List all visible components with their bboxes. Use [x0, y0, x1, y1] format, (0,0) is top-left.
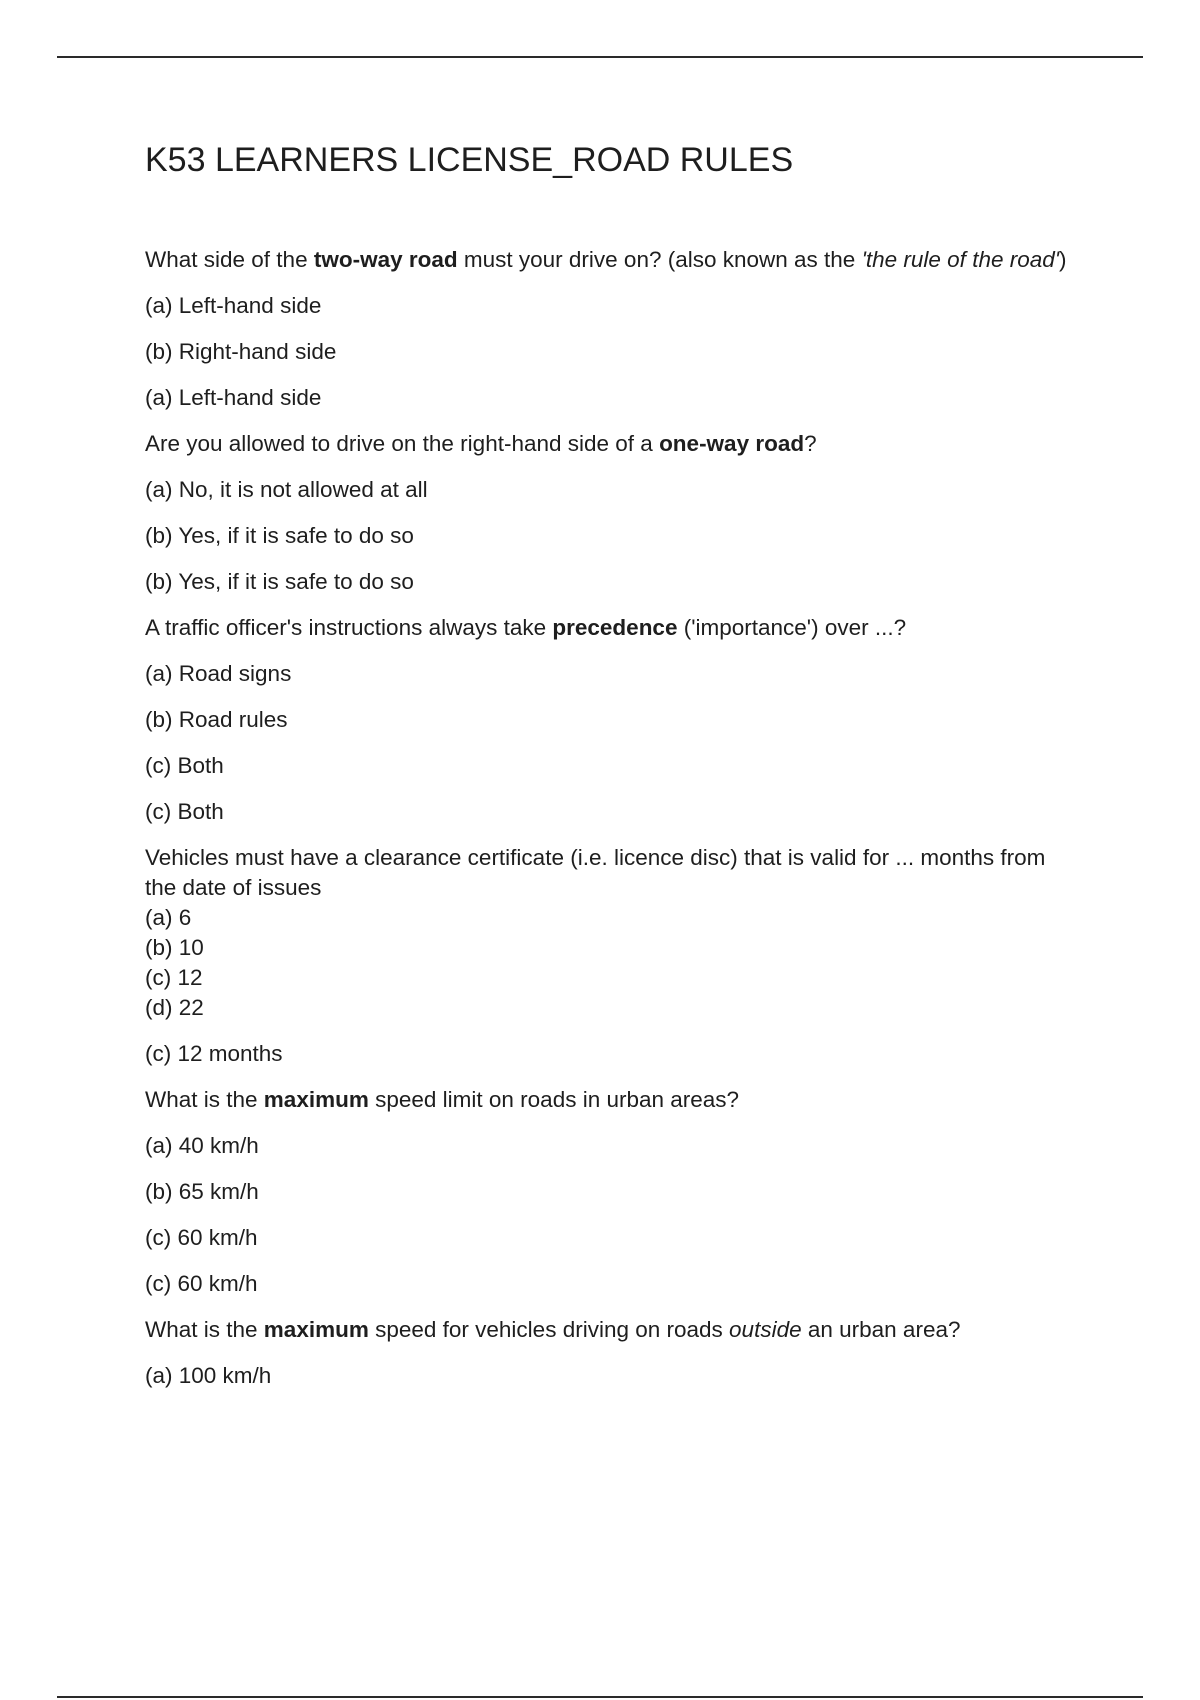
q4-answer: (c) 12 months	[145, 1040, 283, 1066]
document-title: K53 LEARNERS LICENSE_ROAD RULES	[145, 141, 794, 179]
q1-option-a: (a) Left-hand side	[145, 292, 322, 318]
document-body	[145, 140, 1075, 1407]
question-1	[145, 245, 1075, 275]
question-5-bold: maximum	[263, 1086, 369, 1112]
question-3	[145, 613, 1075, 643]
q3-option-b: (b) Road rules	[145, 706, 288, 732]
q4-option-d: (d) 22	[145, 994, 204, 1020]
q3-option-a: (a) Road signs	[145, 660, 292, 686]
q5-option-b: (b) 65 km/h	[145, 1178, 259, 1204]
bottom-rule	[57, 1696, 1143, 1698]
question-5-text-end: speed limit on roads in urban areas?	[368, 1086, 740, 1112]
question-6-italic: outside	[729, 1316, 802, 1342]
q5-option-c: (c) 60 km/h	[145, 1224, 258, 1250]
question-4: Vehicles must have a clearance certificate (i.e. licence disc) that is valid for ... months from the date of issues	[145, 844, 1046, 900]
question-6-bold: maximum	[263, 1316, 369, 1342]
question-6	[145, 1315, 1075, 1345]
q2-answer: (b) Yes, if it is safe to do so	[145, 568, 414, 594]
top-rule	[57, 56, 1143, 58]
question-1-text-mid: must your drive on? (also known as the	[457, 246, 862, 272]
q5-answer: (c) 60 km/h	[145, 1270, 258, 1296]
q6-option-a: (a) 100 km/h	[145, 1362, 272, 1388]
question-6-text-end: an urban area?	[801, 1316, 961, 1342]
question-5-text: What is the	[145, 1086, 264, 1112]
q4-option-c: (c) 12	[145, 964, 203, 990]
q1-option-b: (b) Right-hand side	[145, 338, 337, 364]
question-1-italic: 'the rule of the road'	[861, 246, 1060, 272]
q1-answer: (a) Left-hand side	[145, 384, 322, 410]
q4-option-b: (b) 10	[145, 934, 204, 960]
question-6-text: What is the	[145, 1316, 264, 1342]
question-5	[145, 1085, 1075, 1115]
question-2-text: Are you allowed to drive on the right-hand side of a	[145, 430, 660, 456]
question-2	[145, 429, 1075, 459]
q3-answer: (c) Both	[145, 798, 224, 824]
question-6-text-mid: speed for vehicles driving on roads	[368, 1316, 730, 1342]
question-3-text-end: ('importance') over ...?	[677, 614, 907, 640]
q5-option-a: (a) 40 km/h	[145, 1132, 259, 1158]
q2-option-a: (a) No, it is not allowed at all	[145, 476, 428, 502]
question-1-text-end: )	[1059, 246, 1067, 272]
q2-option-b: (b) Yes, if it is safe to do so	[145, 522, 414, 548]
question-2-bold: one-way road	[659, 430, 805, 456]
q4-option-a: (a) 6	[145, 904, 192, 930]
question-1-bold: two-way road	[313, 246, 458, 272]
question-3-text: A traffic officer's instructions always take	[145, 614, 553, 640]
q3-option-c: (c) Both	[145, 752, 224, 778]
question-1-text: What side of the	[145, 246, 314, 272]
question-3-bold: precedence	[552, 614, 678, 640]
question-2-text-end: ?	[804, 430, 817, 456]
